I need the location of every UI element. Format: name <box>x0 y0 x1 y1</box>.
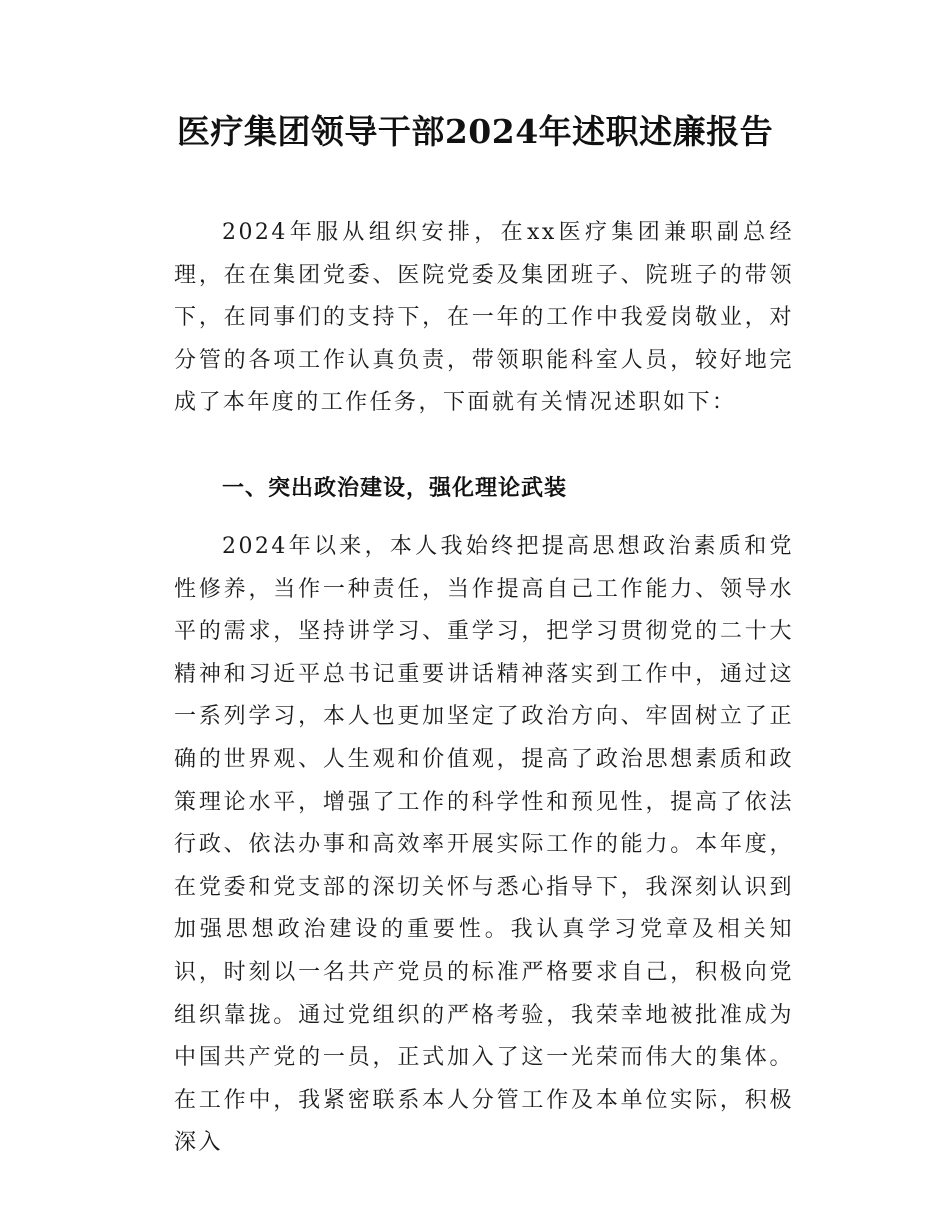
section-heading: 一、突出政治建设，强化理论武装 <box>222 476 568 501</box>
intro-paragraph: 2024年服从组织安排，在xx医疗集团兼职副总经理，在在集团党委、医院党委及集团班子、院班子的带领下，在同事们的支持下，在一年的工作中我爱岗敬业，对分管的各项工作认真负责，带领职能科室人员，较好地完成了本年度的工作任务，下面就有关情况述职如下： <box>174 220 794 416</box>
section-paragraph: 2024年以来，本人我始终把提高思想政治素质和党性修养，当作一种责任，当作提高自己工作能力、领导水平的需求，坚持讲学习、重学习，把学习贯彻党的二十大精神和习近平总书记重要讲话精神落实到工作中，通过这一系列学习，本人也更加坚定了政治方向、牢固树立了正确的世界观、人生观和价值观，提高了政治思想素质和政策理论水平，增强了工作的科学性和预见性，提高了依法行政、依法办事和高效率开展实际工作的能力。本年度，在党委和党支部的深切关怀与悉心指导下，我深刻认识到加强思想政治建设的重要性。我认真学习党章及相关知识，时刻以一名共产党员的标准严格要求自己，积极向党组织靠拢。通过党组织的严格考验，我荣幸地被批准成为中国共产党的一员，正式加入了这一光荣而伟大的集体。在工作中，我紧密联系本人分管工作及本单位实际，积极深入 <box>174 534 794 1156</box>
document-title: 医疗集团领导干部2024年述职述廉报告 <box>176 112 774 151</box>
